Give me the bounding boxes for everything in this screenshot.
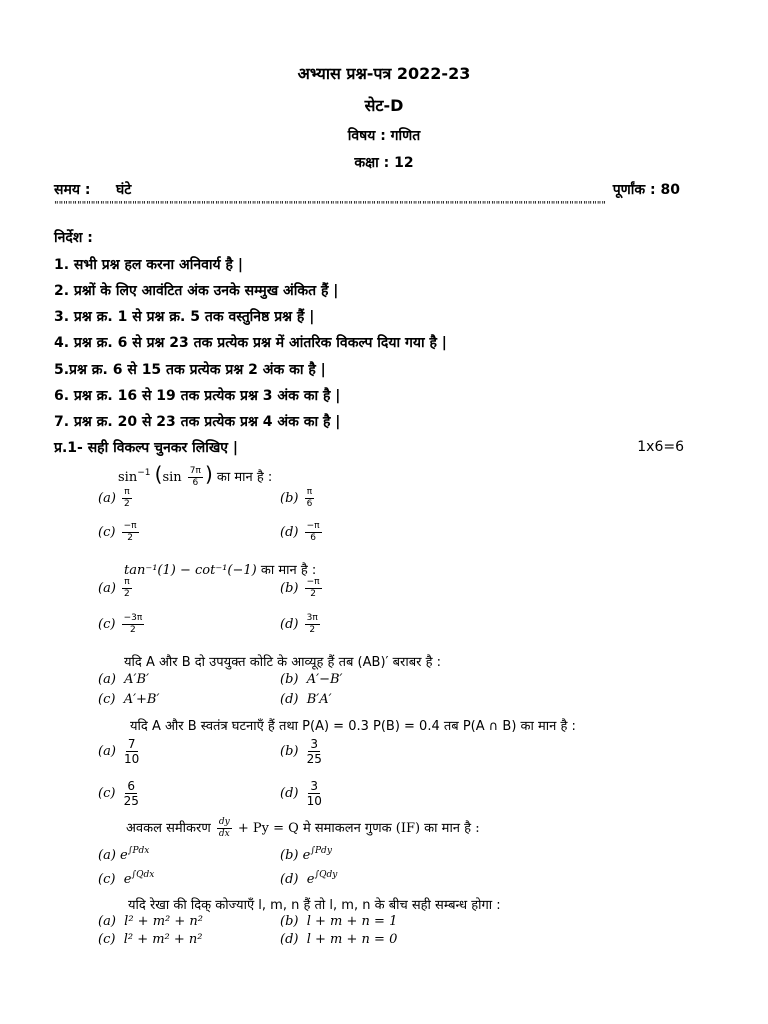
option-a: (a) A′B′ bbox=[98, 672, 150, 687]
section-heading: प्र.1- सही विकल्प चुनकर लिखिए | bbox=[54, 440, 239, 456]
option-a: (a) $\frac{\pi}{2}$ bbox=[98, 487, 130, 509]
question-3: यदि A और B दो उपयुक्त कोटि के आव्यूह हैं तब (AB)′ बराबर है : bbox=[124, 655, 441, 670]
set-label: सेट-D bbox=[364, 96, 404, 115]
option-d: (d) $\frac{3}{10}$ bbox=[280, 779, 322, 808]
option-a: (a) $e^{\int Pdx}$ bbox=[98, 846, 150, 863]
option-a: (a) l² + m² + n² bbox=[98, 914, 203, 929]
instructions-heading: निर्देश : bbox=[54, 230, 93, 246]
question-2: tan⁻¹(1) − cot⁻¹(−1) का मान है : bbox=[124, 563, 317, 578]
option-c: (c) l² + m² + n² bbox=[98, 932, 203, 947]
class-label: कक्षा : 12 bbox=[354, 155, 414, 171]
instruction-item: 4. प्रश्न क्र. 6 से प्रश्न 23 तक प्रत्येक प्रश्न में आंतरिक विकल्प दिया गया है | bbox=[54, 335, 447, 351]
max-marks: पूर्णांक : 80 bbox=[612, 182, 680, 198]
option-c: (c) A′+B′ bbox=[98, 692, 160, 707]
separator-line: """""""""""""""""""""""""""""""""""""""""""""""""""""""""""""""""""""""""""""""""""""""""""""""""""""""""""""""""""""""" bbox=[54, 200, 606, 211]
time-value: घंटे bbox=[116, 182, 132, 198]
option-d: (d) l + m + n = 0 bbox=[280, 932, 398, 947]
paper-title: अभ्यास प्रश्न-पत्र 2022-23 bbox=[297, 64, 471, 83]
option-c: (c) $e^{\int Qdx}$ bbox=[98, 870, 155, 887]
option-d: (d) $e^{\int Qdy}$ bbox=[280, 870, 338, 887]
instruction-item: 6. प्रश्न क्र. 16 से 19 तक प्रत्येक प्रश्न 3 अंक का है | bbox=[54, 388, 341, 404]
question-4: यदि A और B स्वतंत्र घटनाएँ हैं तथा P(A) = 0.3 P(B) = 0.4 तब P(A ∩ B) का मान है : bbox=[130, 719, 576, 734]
option-d: (d) $\frac{-\pi}{6}$ bbox=[280, 521, 320, 543]
option-b: (b) $\frac{-\pi}{2}$ bbox=[280, 577, 320, 599]
instruction-item: 1. सभी प्रश्न हल करना अनिवार्य है | bbox=[54, 257, 243, 273]
option-d: (d) $\frac{3\pi}{2}$ bbox=[280, 613, 318, 635]
question-5: अवकल समीकरण $\frac{dy}{dx}$ + Py = Q मे समाकलन गुणक (IF) का मान है : bbox=[126, 817, 480, 839]
instruction-item: 7. प्रश्न क्र. 20 से 23 तक प्रत्येक प्रश्न 4 अंक का है | bbox=[54, 414, 341, 430]
option-b: (b) $\frac{3}{25}$ bbox=[280, 737, 322, 766]
subject-label: विषय : गणित bbox=[347, 128, 421, 144]
instruction-item: 3. प्रश्न क्र. 1 से प्रश्न क्र. 5 तक वस्तुनिष्ठ प्रश्न हैं | bbox=[54, 309, 315, 325]
option-c: (c) $\frac{6}{25}$ bbox=[98, 779, 139, 808]
instruction-item: 2. प्रश्नों के लिए आवंटित अंक उनके सम्मुख अंकित हैं | bbox=[54, 283, 339, 299]
option-a: (a) $\frac{\pi}{2}$ bbox=[98, 577, 130, 599]
option-b: (b) A′−B′ bbox=[280, 672, 343, 687]
time-label: समय : bbox=[54, 182, 91, 198]
option-c: (c) $\frac{-\pi}{2}$ bbox=[98, 521, 137, 543]
option-b: (b) $e^{\int Pdy}$ bbox=[280, 846, 332, 863]
option-c: (c) $\frac{-3\pi}{2}$ bbox=[98, 613, 143, 635]
option-a: (a) $\frac{7}{10}$ bbox=[98, 737, 140, 766]
section-marks: 1x6=6 bbox=[637, 439, 684, 455]
option-d: (d) B′A′ bbox=[280, 692, 332, 707]
question-6: यदि रेखा की दिक् कोज्याएँ l, m, n हैं तो l, m, n के बीच सही सम्बन्ध होगा : bbox=[128, 898, 501, 913]
instruction-item: 5.प्रश्न क्र. 6 से 15 तक प्रत्येक प्रश्न 2 अंक का है | bbox=[54, 362, 326, 378]
option-b: (b) $\frac{\pi}{6}$ bbox=[280, 487, 313, 509]
question-1: $\sin^{-1} (\sin$ $\frac{7\pi}{6}$ ) का मान है : bbox=[118, 462, 273, 488]
option-b: (b) l + m + n = 1 bbox=[280, 914, 398, 929]
